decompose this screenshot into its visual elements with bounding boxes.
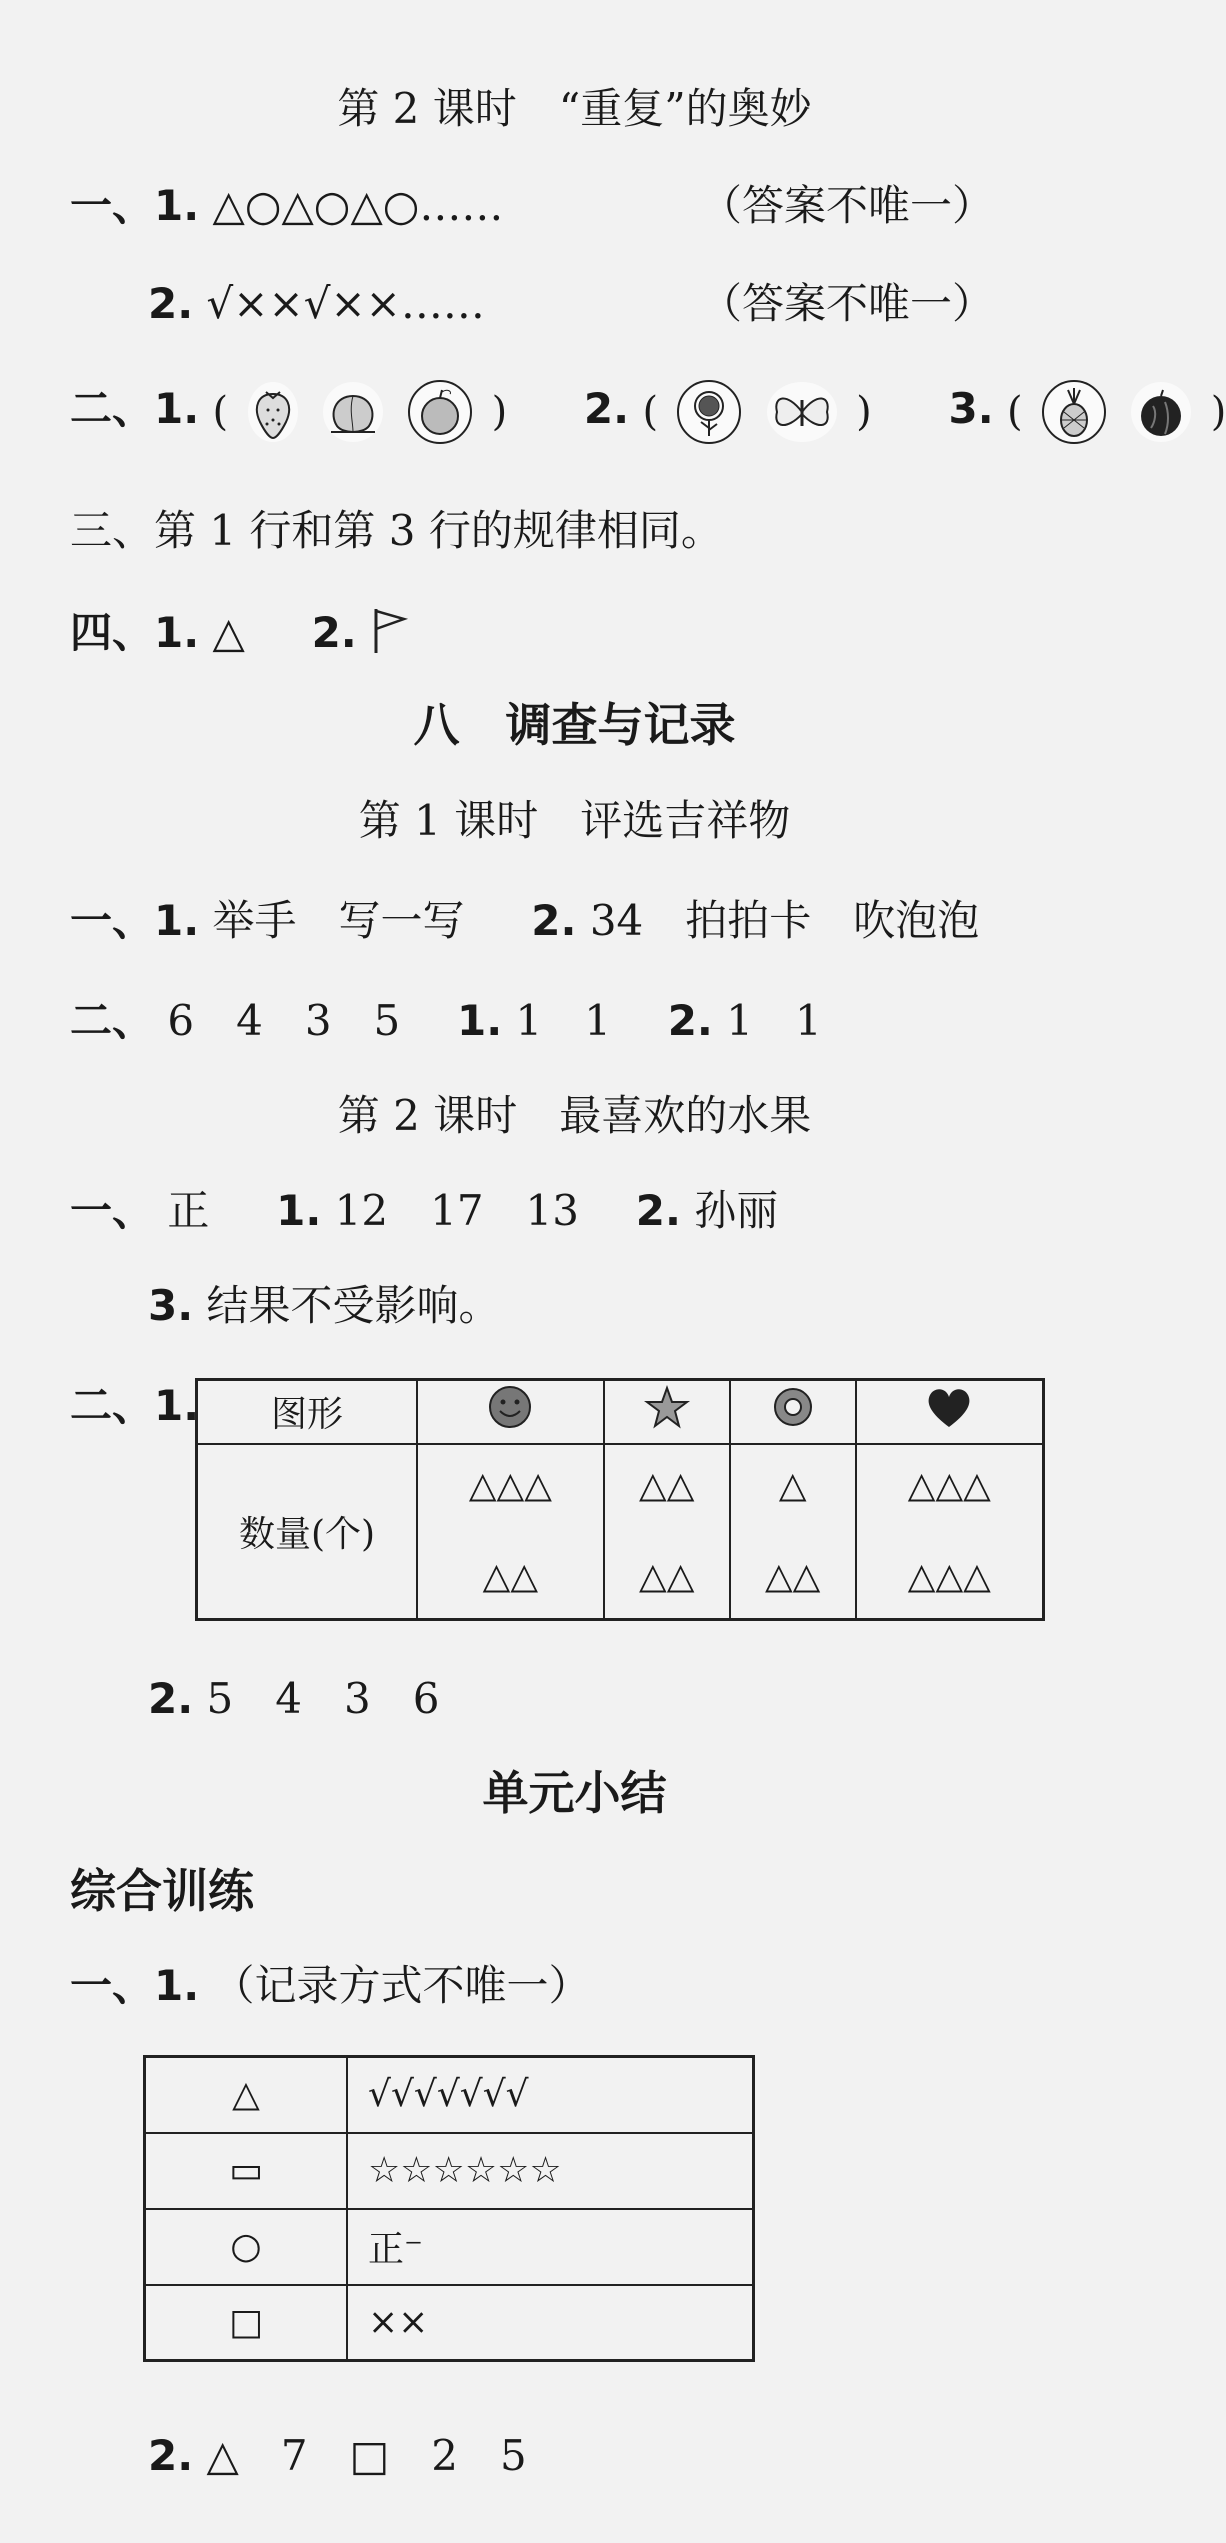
l1-q2 xyxy=(70,996,822,1045)
strawberry-icon xyxy=(248,382,298,442)
star-icon xyxy=(604,1380,730,1444)
answer-note: （记录方式不唯一） xyxy=(212,1961,591,2010)
answer-text: △ 7 □ 2 5 xyxy=(206,2431,527,2480)
q-number: 一、1. xyxy=(70,896,200,945)
s3-q1 xyxy=(70,1961,591,2010)
q1-1 xyxy=(70,181,504,230)
lesson-title: 第 2 课时 最喜欢的水果 xyxy=(337,1091,812,1140)
l2-q2-2 xyxy=(148,1674,440,1723)
q-number: 2. xyxy=(531,896,577,945)
q-number: 2. xyxy=(583,384,630,433)
answer-text: 34 拍拍卡 吹泡泡 xyxy=(589,896,980,945)
q-number: 3. xyxy=(148,1281,194,1330)
peach-icon xyxy=(323,382,383,442)
table-header-cell: 图形 xyxy=(197,1380,418,1444)
record-cell: √√√√√√√ xyxy=(347,2057,754,2133)
s3-q2 xyxy=(148,2431,527,2480)
count-cell: △△△ △△ xyxy=(417,1444,604,1620)
shape-cell: □ xyxy=(145,2285,348,2361)
lesson-title: 第 2 课时 “重复”的奥妙 xyxy=(337,84,812,133)
q-number: 2. xyxy=(311,608,357,657)
q3-text: 三、第 1 行和第 3 行的规律相同。 xyxy=(70,506,723,555)
record-cell: ×× xyxy=(347,2285,754,2361)
apple-icon xyxy=(408,380,472,444)
q-number: 二、 xyxy=(70,996,155,1045)
answer-text: 6 4 3 5 xyxy=(167,996,401,1045)
q2-pictures: 二、1. ( ) 2. ( ) 3. ( ) xyxy=(70,380,1226,450)
record-cell: ☆☆☆☆☆☆ xyxy=(347,2133,754,2209)
answer-text: 5 4 3 6 xyxy=(206,1674,440,1723)
q-number: 2. xyxy=(667,996,713,1045)
q-number: 2. xyxy=(635,1186,681,1235)
q1-2 xyxy=(148,279,485,328)
record-table xyxy=(143,2055,755,2362)
pineapple-icon xyxy=(1042,380,1106,444)
record-cell: 正⁻ xyxy=(347,2209,754,2285)
q-number: 2. xyxy=(148,279,194,328)
q-number: 二、1. xyxy=(70,384,200,433)
q-number: 1. xyxy=(276,1186,322,1235)
lesson-title: 第 1 课时 评选吉祥物 xyxy=(358,796,791,845)
l2-q1-3 xyxy=(148,1281,501,1330)
answer-text: 正 xyxy=(167,1186,210,1235)
fruit-count-table xyxy=(195,1378,1045,1621)
shape-sequence: △○△○△○…… xyxy=(212,181,504,230)
q3 xyxy=(70,506,723,555)
answer-text: 1 1 xyxy=(515,996,611,1045)
q-number: 一、1. xyxy=(70,1961,200,2010)
heart-icon xyxy=(856,1380,1044,1444)
unit-title: 八 调查与记录 xyxy=(413,698,736,752)
q-number: 一、 xyxy=(70,1186,155,1235)
answer-note: （答案不唯一） xyxy=(700,181,995,230)
ring-icon xyxy=(730,1380,856,1444)
answer-text: 孙丽 xyxy=(694,1186,779,1235)
l2-q2 xyxy=(70,1381,200,1430)
mark-sequence: √××√××…… xyxy=(206,279,485,328)
answer-text: 结果不受影响。 xyxy=(206,1281,501,1330)
l1-q1 xyxy=(70,896,980,945)
q4 xyxy=(70,605,410,655)
answer-note: （答案不唯一） xyxy=(700,279,995,328)
shape-cell: △ xyxy=(145,2057,348,2133)
butterfly-icon xyxy=(767,382,837,442)
q-number: 3. xyxy=(948,384,994,433)
q-number: 二、1. xyxy=(70,1381,200,1430)
row-label: 数量(个) xyxy=(197,1444,418,1620)
shape-cell: ▭ xyxy=(145,2133,348,2209)
flag-icon xyxy=(370,608,410,657)
q-number: 一、1. xyxy=(70,181,200,230)
l2-q1 xyxy=(70,1186,779,1235)
q-number: 四、1. xyxy=(70,608,200,657)
section-subtitle: 综合训练 xyxy=(70,1864,254,1918)
triangle-answer: △ xyxy=(212,608,245,657)
q-number: 2. xyxy=(148,1674,194,1723)
answer-text: 12 17 13 xyxy=(334,1186,579,1235)
q-number: 2. xyxy=(148,2431,194,2480)
count-cell: △△△ △△△ xyxy=(856,1444,1044,1620)
answer-text: 1 1 xyxy=(726,996,822,1045)
shape-cell: ○ xyxy=(145,2209,348,2285)
count-cell: △△ △△ xyxy=(604,1444,730,1620)
flower-icon xyxy=(677,380,741,444)
count-cell: △ △△ xyxy=(730,1444,856,1620)
answer-text: 举手 写一写 xyxy=(212,896,465,945)
q-number: 1. xyxy=(456,996,503,1045)
watermelon-icon xyxy=(1131,382,1191,442)
smiley-icon xyxy=(417,1380,604,1444)
section-title: 单元小结 xyxy=(482,1766,667,1820)
